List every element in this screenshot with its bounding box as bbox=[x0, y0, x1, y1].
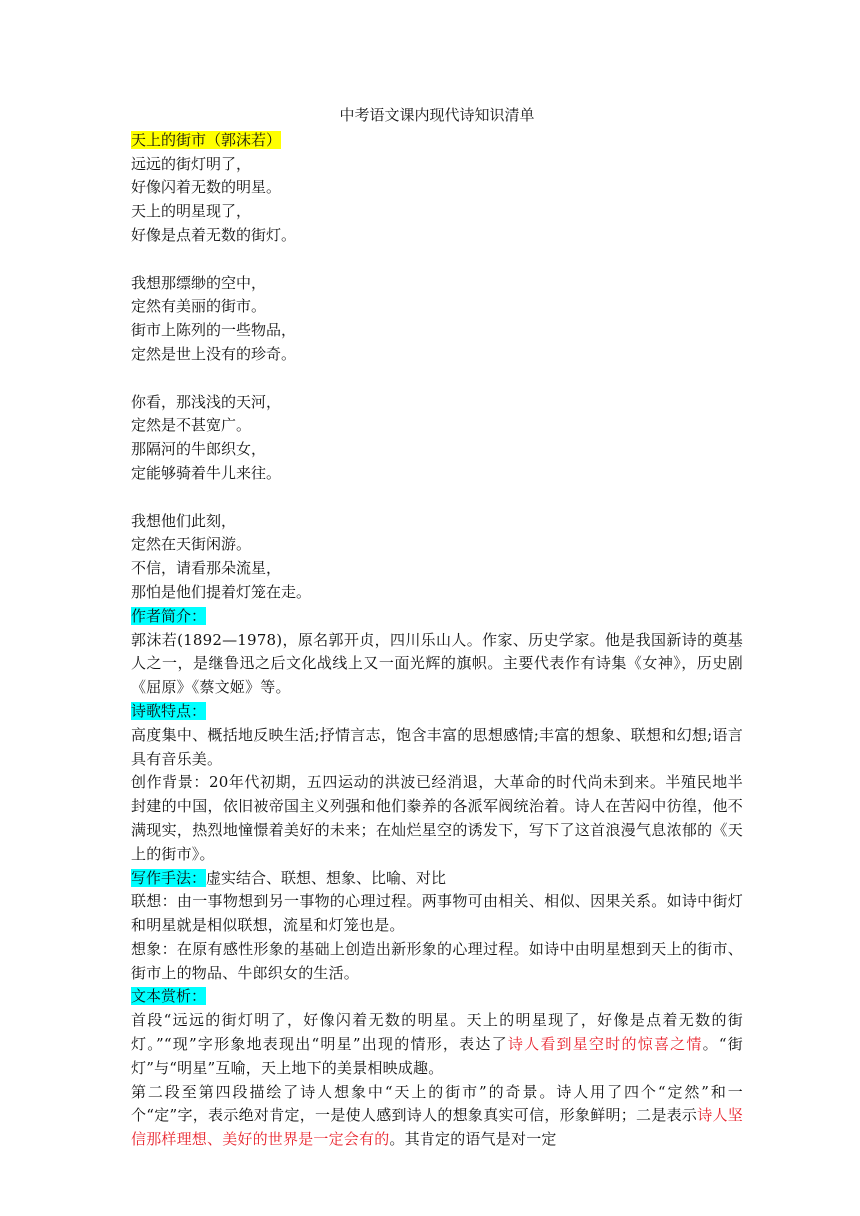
poem-heading: 天上的街市（郭沫若） bbox=[131, 130, 282, 149]
technique-items: 虚实结合、联想、想象、比喻、对比 bbox=[206, 868, 447, 887]
poem-line: 定然是世上没有的珍奇。 bbox=[131, 344, 297, 363]
appreciation-text: 。“街灯”与“明星”互喻，天上地下的美景相映成趣。 bbox=[131, 1035, 743, 1077]
features-label: 诗歌特点： bbox=[131, 701, 207, 720]
poem-line: 你看，那浅浅的天河， bbox=[131, 392, 282, 411]
poem-stanza-2 bbox=[131, 272, 743, 367]
poem-line: 远远的街灯明了， bbox=[131, 154, 252, 173]
background-text: 创作背景：20年代初期，五四运动的洪波已经消退，大革命的时代尚未到来。半殖民地半封建的中国，依旧被帝国主义列强和他们豢养的各派军阀统治着。诗人在苦闷中彷徨，他不满现实，热烈地憧憬着美好的未来；在灿烂星空的诱发下，写下了这首浪漫气息浓郁的《天上的街市》。 bbox=[131, 773, 743, 863]
appreciation-paragraph-1 bbox=[131, 1009, 743, 1080]
technique-label: 写作手法： bbox=[131, 868, 207, 887]
poem-line: 天上的明星现了， bbox=[131, 202, 252, 221]
document-title: 中考语文课内现代诗知识清单 bbox=[339, 106, 535, 124]
author-text: 郭沫若(1892—1978)，原名郭开贞，四川乐山人。作家、历史学家。他是我国新诗的奠基人之一，是继鲁迅之后文化战线上又一面光辉的旗帜。主要代表作有诗集《女神》，历史剧《屈原》《蔡文姬》等。 bbox=[131, 630, 743, 697]
author-label: 作者简介： bbox=[131, 606, 207, 625]
poem-line: 那隔河的牛郎织女， bbox=[131, 440, 267, 459]
stanza-gap bbox=[131, 367, 743, 391]
appreciation-label: 文本赏析： bbox=[131, 987, 207, 1006]
appreciation-text: 第二段至第四段描绘了诗人想象中“天上的街市”的奇景。诗人用了四个“定然”和一个“定”字，表示绝对肯定，一是使人感到诗人的想象真实可信，形象鲜明；二是表示 bbox=[131, 1082, 743, 1125]
document-page bbox=[131, 104, 743, 1152]
poem-line: 好像闪着无数的明星。 bbox=[131, 178, 282, 197]
poem-stanza-1 bbox=[131, 153, 743, 248]
appreciation-text: 。其肯定的语气是对一定 bbox=[389, 1130, 557, 1149]
poem-line: 好像是点着无数的街灯。 bbox=[131, 225, 297, 244]
stanza-gap bbox=[131, 248, 743, 272]
poem-line: 街市上陈列的一些物品， bbox=[131, 321, 297, 340]
appreciation-text: 首段“远远的街灯明了，好像闪着无数的明星。天上的明星现了，好像是点着无数的街灯。”“现”字形象地表现出“明星”出现的情形，表达了 bbox=[131, 1011, 743, 1054]
poem-line: 我想他们此刻， bbox=[131, 511, 237, 530]
poem-line: 定然有美丽的街市。 bbox=[131, 297, 267, 316]
poem-line: 定然是不甚宽广。 bbox=[131, 416, 252, 435]
poem-line: 定能够骑着牛儿来往。 bbox=[131, 463, 282, 482]
highlighted-text: 诗人坚信那样理想、美好的世界是一定会有的 bbox=[131, 1106, 743, 1149]
poem-stanza-4 bbox=[131, 510, 743, 605]
poem-line: 那怕是他们提着灯笼在走。 bbox=[131, 582, 312, 601]
features-text: 高度集中、概括地反映生活;抒情言志，饱含丰富的思想感情;丰富的想象、联想和幻想;语言具有音乐美。 bbox=[131, 725, 743, 768]
poem-line: 定然在天街闲游。 bbox=[131, 535, 252, 554]
poem-stanza-3 bbox=[131, 391, 743, 486]
stanza-gap bbox=[131, 486, 743, 510]
association-text: 联想：由一事物想到另一事物的心理过程。两事物可由相关、相似、因果关系。如诗中街灯和明星就是相似联想，流星和灯笼也是。 bbox=[131, 892, 743, 935]
appreciation-paragraph-2 bbox=[131, 1081, 743, 1152]
poem-line: 我想那缥缈的空中， bbox=[131, 273, 267, 292]
poem-line: 不信，请看那朵流星， bbox=[131, 559, 282, 578]
highlighted-text: 诗人看到星空时的惊喜之情 bbox=[507, 1035, 703, 1054]
imagination-text: 想象：在原有感性形象的基础上创造出新形象的心理过程。如诗中由明星想到天上的街市、街市上的物品、牛郎织女的生活。 bbox=[131, 939, 743, 982]
